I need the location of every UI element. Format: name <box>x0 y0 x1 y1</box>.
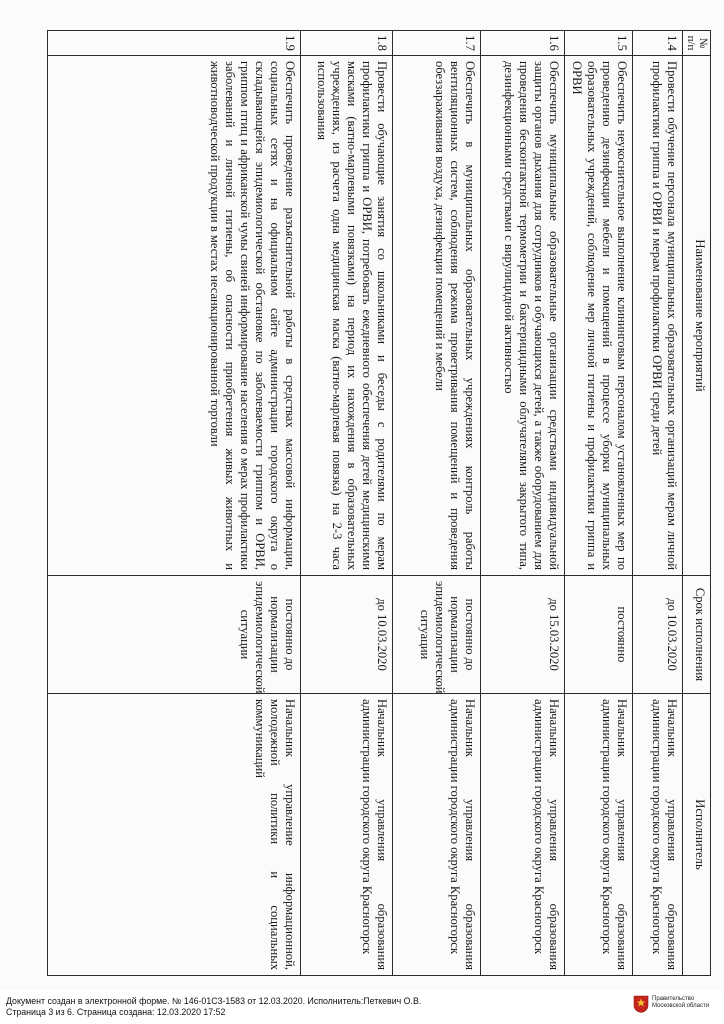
row-activity: Обеспечить в муниципальных образовательных учреждениях контроль работы вентиляционных систем, соблюдения режима проветривания помещений и проведения обеззараживания воздуха, дезинфекции помещений и мебели <box>393 56 481 576</box>
table-row <box>48 31 301 976</box>
row-number: 1.7 <box>393 31 481 56</box>
row-activity: Провести обучающие занятия со школьниками и беседы с родителями по мерам профилактики гриппа и ОРВИ, потребовать ежедневного обеспечения детей медицинскими масками (ватно-марлевыми повязками) на период их нахождения в образовательных учреждениях, из расчета одна медицинская маска (ватно-марлевая повязка) на 2-3 часа использования <box>301 56 393 576</box>
document-footer <box>0 990 724 1024</box>
row-activity: Обеспечить муниципальные образовательные организации средствами индивидуальной защиты органов дыхания для сотрудников и обучающихся детей, а также оборудованием для проведения бесконтактной термометрии и бактерицидными облучателями закрытого типа, дезинфекционными средствами с вирулицидной активностью <box>481 56 565 576</box>
row-executor: Начальник управление информационной, молодежной политики и социальных коммуникаций <box>48 694 301 976</box>
row-number: 1.6 <box>481 31 565 56</box>
table-header-row <box>682 31 710 976</box>
row-term: постоянно <box>565 576 632 694</box>
table-row <box>481 31 565 976</box>
row-number: 1.9 <box>48 31 301 56</box>
rotated-table-wrapper <box>47 30 711 975</box>
table-row <box>301 31 393 976</box>
footer-brand <box>652 996 722 1010</box>
header-activity: Наименование мероприятий <box>682 56 710 576</box>
footer-line-document: Документ создан в электронной форме. № 146-01С3-1583 от 12.03.2020. Исполнитель:Петкевич О.В. <box>6 996 422 1006</box>
table-row <box>565 31 632 976</box>
row-number: 1.5 <box>565 31 632 56</box>
row-executor: Начальник управления образования администрации городского округа Красногорск <box>632 694 682 976</box>
row-number: 1.8 <box>301 31 393 56</box>
footer-text <box>6 996 421 1018</box>
row-term: до 15.03.2020 <box>481 576 565 694</box>
row-executor: Начальник управления образования администрации городского округа Красногорск <box>481 694 565 976</box>
measures-table <box>47 30 711 976</box>
row-executor: Начальник управления образования администрации городского округа Красногорск <box>565 694 632 976</box>
brand-line-2: Московской области <box>652 1003 710 1009</box>
header-executor: Исполнитель <box>682 694 710 976</box>
row-number: 1.4 <box>632 31 682 56</box>
row-executor: Начальник управления образования администрации городского округа Красногорск <box>301 694 393 976</box>
row-term: постоянно до нормализации эпидемиологической ситуации <box>48 576 301 694</box>
table-row <box>632 31 682 976</box>
row-activity: Провести обучение персонала муниципальных образовательных организаций мерам личной профилактики гриппа и ОРВИ и мерам профилактики ОРВИ среди детей <box>632 56 682 576</box>
row-term: до 10.03.2020 <box>301 576 393 694</box>
header-term: Срок исполнения <box>682 576 710 694</box>
moscow-oblast-crest-icon <box>633 995 649 1013</box>
row-term: до 10.03.2020 <box>632 576 682 694</box>
row-activity: Обеспечить неукоснительное выполнение клининговым персоналом установленных мер по проведению дезинфекции мебели и помещений в процессе уборки муниципальных образовательных учреждений, соблюдение мер личной гигиены и профилактики гриппа и ОРВИ <box>565 56 632 576</box>
row-term: постоянно до нормализации эпидемиологической ситуации <box>393 576 481 694</box>
row-executor: Начальник управления образования администрации городского округа Красногорск <box>393 694 481 976</box>
brand-line-1: Правительство <box>652 996 695 1002</box>
row-activity: Обеспечить проведение разъяснительной работы в средствах массовой информации, социальных сетях и на официальном сайте администрации городского округа о складывающейся эпидемиологической обстановке по заболеваемости гриппом и ОРВИ, гриппом птиц и африканской чумы свиней информирование населения о мерах профилактики заболеваний и личной гигиены, об опасности приобретения живых животных и животноводческой продукции в местах несанкционированной торговли <box>48 56 301 576</box>
footer-line-page: Страница 3 из 6. Страница создана: 12.03.2020 17:52 <box>6 1007 226 1017</box>
header-number: № п/п <box>682 31 710 56</box>
table-row <box>393 31 481 976</box>
